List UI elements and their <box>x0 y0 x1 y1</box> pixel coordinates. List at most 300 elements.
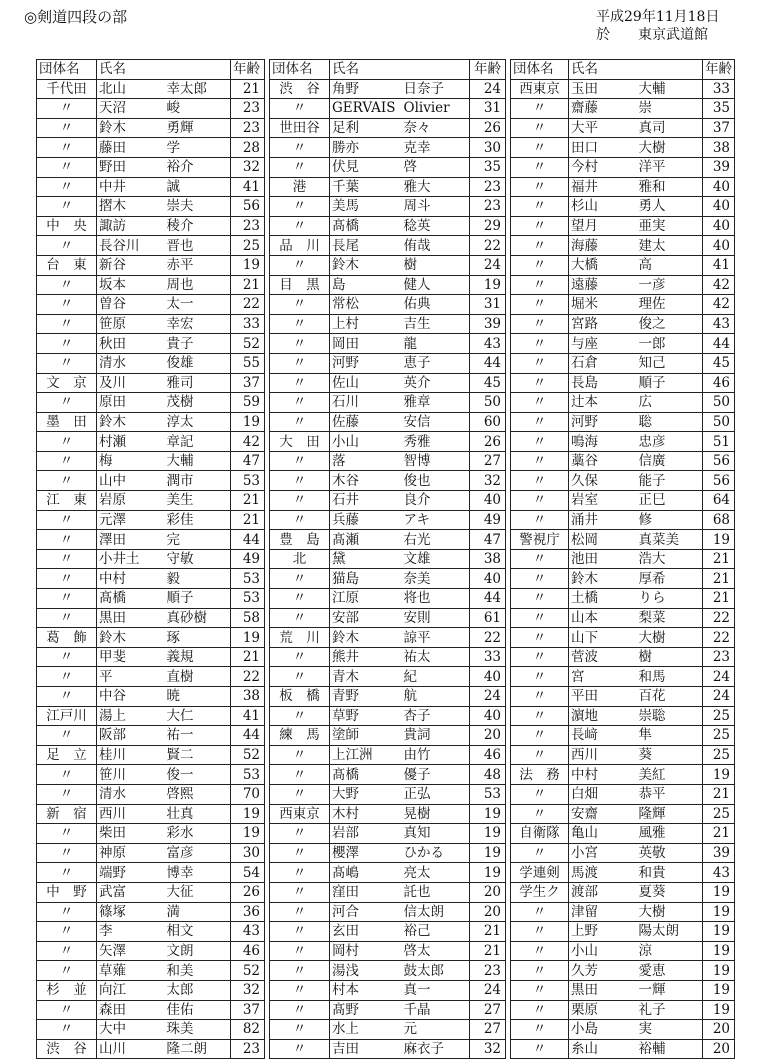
given-name-cell: 祐太 <box>398 647 470 667</box>
given-name-cell: 良介 <box>398 491 470 511</box>
team-name-cell: 江戸川 <box>37 706 97 726</box>
age-cell: 25 <box>703 745 735 765</box>
family-name-cell: 上江洲 <box>330 745 398 765</box>
given-name-cell: 英介 <box>398 373 470 393</box>
family-name-cell: 元澤 <box>97 510 161 530</box>
team-name-cell: 〃 <box>270 334 330 354</box>
family-name-cell: 島 <box>330 275 398 295</box>
given-name-cell: 美生 <box>161 491 231 511</box>
given-name-cell: 学 <box>161 138 231 158</box>
table-row <box>37 706 265 726</box>
table-row <box>37 138 265 158</box>
table-row <box>270 138 506 158</box>
team-name-cell: 〃 <box>511 471 569 491</box>
family-name-cell: 安齋 <box>569 804 633 824</box>
table-row <box>270 765 506 785</box>
given-name-cell: 崇夫 <box>161 197 231 217</box>
age-cell: 45 <box>703 353 735 373</box>
team-name-cell: 〃 <box>37 589 97 609</box>
team-name-cell: 〃 <box>511 510 569 530</box>
given-name-cell: 理佐 <box>633 295 703 315</box>
team-name-cell: 世田谷 <box>270 118 330 138</box>
family-name-cell: 亀山 <box>569 824 633 844</box>
age-cell: 31 <box>470 99 506 119</box>
family-name-cell: 大平 <box>569 118 633 138</box>
family-name-cell: 山川 <box>97 1039 161 1059</box>
age-cell: 38 <box>470 549 506 569</box>
age-cell: 26 <box>470 432 506 452</box>
family-name-cell: 佐山 <box>330 373 398 393</box>
team-name-cell: 〃 <box>270 1000 330 1020</box>
team-name-cell: 〃 <box>270 569 330 589</box>
team-name-cell: 〃 <box>511 569 569 589</box>
family-name-cell: 髙瀬 <box>330 530 398 550</box>
age-cell: 38 <box>703 138 735 158</box>
given-name-cell: 赤平 <box>161 255 231 275</box>
family-name-cell: 髙橋 <box>330 216 398 236</box>
age-cell: 56 <box>703 471 735 491</box>
family-name-cell: 玉田 <box>569 79 633 99</box>
given-name-cell: 麻衣子 <box>398 1039 470 1059</box>
table-row <box>511 980 735 1000</box>
team-name-cell: 新 宿 <box>37 804 97 824</box>
table-row <box>37 197 265 217</box>
table-row <box>37 99 265 119</box>
given-name-cell: 雅司 <box>161 373 231 393</box>
age-cell: 31 <box>470 295 506 315</box>
team-name-cell: 〃 <box>511 118 569 138</box>
team-name-cell: 〃 <box>270 373 330 393</box>
given-name-cell: 建太 <box>633 236 703 256</box>
table-row <box>270 941 506 961</box>
table-row <box>37 784 265 804</box>
given-name-cell: 元 <box>398 1020 470 1040</box>
family-name-cell: 堀米 <box>569 295 633 315</box>
age-cell: 40 <box>470 667 506 687</box>
column-header: 氏名 <box>569 60 633 80</box>
age-cell: 64 <box>703 491 735 511</box>
table-row <box>270 863 506 883</box>
age-cell: 21 <box>231 647 265 667</box>
family-name-cell: 甲斐 <box>97 647 161 667</box>
given-name-cell: 和馬 <box>633 667 703 687</box>
given-name-cell: 大輔 <box>161 451 231 471</box>
table-row <box>511 804 735 824</box>
given-name-cell: 鼓太郎 <box>398 961 470 981</box>
team-name-cell: 〃 <box>511 451 569 471</box>
family-name-cell: 西川 <box>97 804 161 824</box>
table-row <box>270 647 506 667</box>
age-cell: 40 <box>470 569 506 589</box>
age-cell: 41 <box>231 177 265 197</box>
family-name-cell: 小島 <box>569 1020 633 1040</box>
given-name-cell: 完 <box>161 530 231 550</box>
table-row <box>270 79 506 99</box>
team-name-cell: 品 川 <box>270 236 330 256</box>
family-name-cell: 石川 <box>330 393 398 413</box>
family-name-cell: 長﨑 <box>569 726 633 746</box>
given-name-cell: 大樹 <box>633 138 703 158</box>
team-name-cell: 〃 <box>37 510 97 530</box>
age-cell: 20 <box>470 882 506 902</box>
table-row <box>37 549 265 569</box>
table-row <box>37 941 265 961</box>
team-name-cell: 〃 <box>511 667 569 687</box>
team-name-cell: 〃 <box>511 255 569 275</box>
age-cell: 52 <box>231 334 265 354</box>
team-name-cell: 〃 <box>37 471 97 491</box>
team-name-cell: 〃 <box>37 99 97 119</box>
table-row <box>270 726 506 746</box>
family-name-cell: 大橋 <box>569 255 633 275</box>
family-name-cell: 李 <box>97 922 161 942</box>
header-row <box>37 60 265 80</box>
age-cell: 40 <box>703 216 735 236</box>
given-name-cell: アキ <box>398 510 470 530</box>
table-row <box>270 393 506 413</box>
age-cell: 52 <box>231 745 265 765</box>
family-name-cell: 熊井 <box>330 647 398 667</box>
given-name-cell: 大樹 <box>633 902 703 922</box>
family-name-cell: 矢澤 <box>97 941 161 961</box>
team-name-cell: 〃 <box>37 824 97 844</box>
table-row <box>511 608 735 628</box>
team-name-cell: 〃 <box>37 863 97 883</box>
given-name-cell: 博幸 <box>161 863 231 883</box>
table-row <box>270 1000 506 1020</box>
family-name-cell: 辻本 <box>569 393 633 413</box>
team-name-cell: 警視庁 <box>511 530 569 550</box>
table-row <box>511 451 735 471</box>
age-cell: 55 <box>231 353 265 373</box>
family-name-cell: 髙嶋 <box>330 863 398 883</box>
age-cell: 19 <box>703 980 735 1000</box>
team-name-cell: 〃 <box>37 295 97 315</box>
age-cell: 20 <box>703 1039 735 1059</box>
team-name-cell: 〃 <box>37 922 97 942</box>
team-name-cell: 板 橋 <box>270 687 330 707</box>
age-cell: 32 <box>470 1039 506 1059</box>
given-name-cell: 順子 <box>633 373 703 393</box>
table-row <box>270 157 506 177</box>
family-name-cell: 角野 <box>330 79 398 99</box>
table-row <box>511 765 735 785</box>
family-name-cell: 鈴木 <box>97 628 161 648</box>
team-name-cell: 荒 川 <box>270 628 330 648</box>
family-name-cell: 常松 <box>330 295 398 315</box>
age-cell: 41 <box>703 255 735 275</box>
table-row <box>37 863 265 883</box>
team-name-cell: 〃 <box>511 197 569 217</box>
given-name-cell: 聡 <box>633 412 703 432</box>
table-row <box>37 745 265 765</box>
age-cell: 45 <box>470 373 506 393</box>
age-cell: 19 <box>703 961 735 981</box>
table-row <box>511 961 735 981</box>
team-name-cell: 〃 <box>511 647 569 667</box>
family-name-cell: 望月 <box>569 216 633 236</box>
family-name-cell: 与座 <box>569 334 633 354</box>
age-cell: 19 <box>703 765 735 785</box>
age-cell: 32 <box>470 471 506 491</box>
age-cell: 40 <box>470 491 506 511</box>
given-name-cell: 恭平 <box>633 784 703 804</box>
age-cell: 42 <box>703 295 735 315</box>
age-cell: 44 <box>231 530 265 550</box>
age-cell: 21 <box>703 784 735 804</box>
team-name-cell: 〃 <box>270 882 330 902</box>
age-cell: 30 <box>470 138 506 158</box>
age-cell: 23 <box>231 1039 265 1059</box>
table-row <box>270 980 506 1000</box>
table-row <box>511 138 735 158</box>
table-row <box>270 1020 506 1040</box>
age-cell: 37 <box>231 373 265 393</box>
age-cell: 28 <box>231 138 265 158</box>
given-name-cell: 一輝 <box>633 980 703 1000</box>
age-cell: 27 <box>470 1020 506 1040</box>
team-name-cell: 〃 <box>511 432 569 452</box>
family-name-cell: 藤田 <box>97 138 161 158</box>
team-name-cell: 〃 <box>37 197 97 217</box>
given-name-cell: 晋也 <box>161 236 231 256</box>
given-name-cell: 啓熙 <box>161 784 231 804</box>
team-name-cell: 港 <box>270 177 330 197</box>
table-row <box>511 745 735 765</box>
team-name-cell: 〃 <box>37 275 97 295</box>
family-name-cell: 髙橋 <box>97 589 161 609</box>
team-name-cell: 〃 <box>37 902 97 922</box>
team-name-cell: 〃 <box>511 99 569 119</box>
age-cell: 43 <box>703 863 735 883</box>
given-name-cell: 幸宏 <box>161 314 231 334</box>
team-name-cell: 練 馬 <box>270 726 330 746</box>
given-name-cell: 琢 <box>161 628 231 648</box>
given-name-cell: 順子 <box>161 589 231 609</box>
table-row <box>37 530 265 550</box>
age-cell: 19 <box>703 922 735 942</box>
age-cell: 22 <box>470 628 506 648</box>
age-cell: 19 <box>703 1000 735 1020</box>
family-name-cell: 鈴木 <box>97 118 161 138</box>
table-row <box>511 922 735 942</box>
age-cell: 56 <box>703 451 735 471</box>
age-cell: 61 <box>470 608 506 628</box>
age-cell: 21 <box>703 824 735 844</box>
given-name-cell: 茂樹 <box>161 393 231 413</box>
given-name-cell: 暁 <box>161 687 231 707</box>
given-name-cell: 太郎 <box>161 980 231 1000</box>
age-cell: 19 <box>470 275 506 295</box>
age-cell: 19 <box>703 902 735 922</box>
team-name-cell: 〃 <box>270 863 330 883</box>
family-name-cell: 柴田 <box>97 824 161 844</box>
team-name-cell: 〃 <box>270 353 330 373</box>
age-cell: 19 <box>231 628 265 648</box>
team-name-cell: 〃 <box>270 961 330 981</box>
family-name-cell: 福井 <box>569 177 633 197</box>
table-row <box>37 412 265 432</box>
team-name-cell: 〃 <box>37 236 97 256</box>
table-row <box>37 471 265 491</box>
family-name-cell: 木村 <box>330 804 398 824</box>
family-name-cell: GERVAIS <box>330 99 398 119</box>
team-name-cell: 〃 <box>511 314 569 334</box>
given-name-cell: 隼 <box>633 726 703 746</box>
age-cell: 36 <box>231 902 265 922</box>
age-cell: 60 <box>470 412 506 432</box>
table-row <box>270 275 506 295</box>
table-row <box>270 295 506 315</box>
table-row <box>511 373 735 393</box>
team-name-cell: 〃 <box>270 491 330 511</box>
family-name-cell: 笹原 <box>97 314 161 334</box>
given-name-cell: 祐一 <box>161 726 231 746</box>
family-name-cell: 髙野 <box>330 1000 398 1020</box>
given-name-cell: 彩水 <box>161 824 231 844</box>
given-name-cell: 大樹 <box>633 628 703 648</box>
team-name-cell: 学生ク <box>511 882 569 902</box>
family-name-cell: 久芳 <box>569 961 633 981</box>
given-name-cell: 百花 <box>633 687 703 707</box>
age-cell: 50 <box>470 393 506 413</box>
age-cell: 19 <box>231 824 265 844</box>
age-cell: 21 <box>231 79 265 99</box>
given-name-cell: 由竹 <box>398 745 470 765</box>
team-name-cell: 〃 <box>270 510 330 530</box>
family-name-cell: 長島 <box>569 373 633 393</box>
team-name-cell: 〃 <box>511 628 569 648</box>
team-name-cell: 〃 <box>511 216 569 236</box>
age-cell: 49 <box>470 510 506 530</box>
given-name-cell: 修 <box>633 510 703 530</box>
family-name-cell: 石倉 <box>569 353 633 373</box>
family-name-cell: 黒田 <box>569 980 633 1000</box>
page-title: ◎剣道四段の部 <box>24 8 128 26</box>
age-cell: 22 <box>703 628 735 648</box>
age-cell: 25 <box>703 726 735 746</box>
table-row <box>37 1000 265 1020</box>
family-name-cell: 松岡 <box>569 530 633 550</box>
given-name-cell: 高 <box>633 255 703 275</box>
age-cell: 38 <box>231 687 265 707</box>
family-name-cell: 玄田 <box>330 922 398 942</box>
column-header: 年齢 <box>231 60 265 80</box>
family-name-cell: 黒田 <box>97 608 161 628</box>
table-row <box>511 177 735 197</box>
given-name-cell: 信廣 <box>633 451 703 471</box>
age-cell: 53 <box>470 784 506 804</box>
given-name-cell: 樹 <box>398 255 470 275</box>
team-name-cell: 〃 <box>37 432 97 452</box>
age-cell: 24 <box>470 980 506 1000</box>
table-row <box>270 961 506 981</box>
age-cell: 50 <box>703 412 735 432</box>
table-row <box>37 569 265 589</box>
age-cell: 59 <box>231 393 265 413</box>
team-name-cell: 〃 <box>511 706 569 726</box>
family-name-cell: 河野 <box>330 353 398 373</box>
given-name-cell: 淳太 <box>161 412 231 432</box>
family-name-cell: 篠塚 <box>97 902 161 922</box>
team-name-cell: 〃 <box>270 157 330 177</box>
given-name-cell: 太一 <box>161 295 231 315</box>
given-name-cell: 晃樹 <box>398 804 470 824</box>
age-cell: 21 <box>231 491 265 511</box>
family-name-cell: 草薙 <box>97 961 161 981</box>
team-name-cell: 〃 <box>270 471 330 491</box>
table-row <box>511 491 735 511</box>
team-name-cell: 〃 <box>37 726 97 746</box>
age-cell: 54 <box>231 863 265 883</box>
age-cell: 27 <box>470 1000 506 1020</box>
table-row <box>37 334 265 354</box>
family-name-cell: 森田 <box>97 1000 161 1020</box>
table-row <box>37 922 265 942</box>
team-name-cell: 〃 <box>270 99 330 119</box>
team-name-cell: 豊 島 <box>270 530 330 550</box>
given-name-cell: 安信 <box>398 412 470 432</box>
given-name-cell: 貴詞 <box>398 726 470 746</box>
column-header: 団体名 <box>511 60 569 80</box>
given-name-cell: 真知 <box>398 824 470 844</box>
team-name-cell: 〃 <box>37 530 97 550</box>
age-cell: 39 <box>703 157 735 177</box>
age-cell: 37 <box>231 1000 265 1020</box>
family-name-cell: 遠藤 <box>569 275 633 295</box>
team-name-cell: 〃 <box>511 491 569 511</box>
given-name-cell: 洋平 <box>633 157 703 177</box>
age-cell: 19 <box>470 863 506 883</box>
table-row <box>270 177 506 197</box>
family-name-cell: 梅 <box>97 451 161 471</box>
team-name-cell: 〃 <box>511 843 569 863</box>
age-cell: 19 <box>470 804 506 824</box>
given-name-cell: 右光 <box>398 530 470 550</box>
table-row <box>270 236 506 256</box>
given-name-cell: 裕介 <box>161 157 231 177</box>
table-row <box>511 471 735 491</box>
family-name-cell: 天沼 <box>97 99 161 119</box>
team-name-cell: 〃 <box>270 765 330 785</box>
age-cell: 20 <box>470 902 506 922</box>
family-name-cell: 杉山 <box>569 197 633 217</box>
table-row <box>511 197 735 217</box>
column-header: 氏名 <box>330 60 398 80</box>
team-name-cell: 〃 <box>511 745 569 765</box>
family-name-cell: 笹川 <box>97 765 161 785</box>
age-cell: 53 <box>231 589 265 609</box>
given-name-cell: 真砂樹 <box>161 608 231 628</box>
age-cell: 21 <box>703 589 735 609</box>
age-cell: 47 <box>231 451 265 471</box>
given-name-cell: 忠彦 <box>633 432 703 452</box>
team-name-cell: 〃 <box>270 197 330 217</box>
age-cell: 24 <box>470 79 506 99</box>
table-row <box>270 608 506 628</box>
age-cell: 21 <box>703 549 735 569</box>
team-name-cell: 〃 <box>270 843 330 863</box>
table-row <box>511 432 735 452</box>
age-cell: 22 <box>470 236 506 256</box>
age-cell: 37 <box>703 118 735 138</box>
given-name-cell: 周斗 <box>398 197 470 217</box>
given-name-cell: 富彦 <box>161 843 231 863</box>
family-name-cell: 木谷 <box>330 471 398 491</box>
table-row <box>270 902 506 922</box>
team-name-cell: 〃 <box>511 608 569 628</box>
family-name-cell: 久保 <box>569 471 633 491</box>
